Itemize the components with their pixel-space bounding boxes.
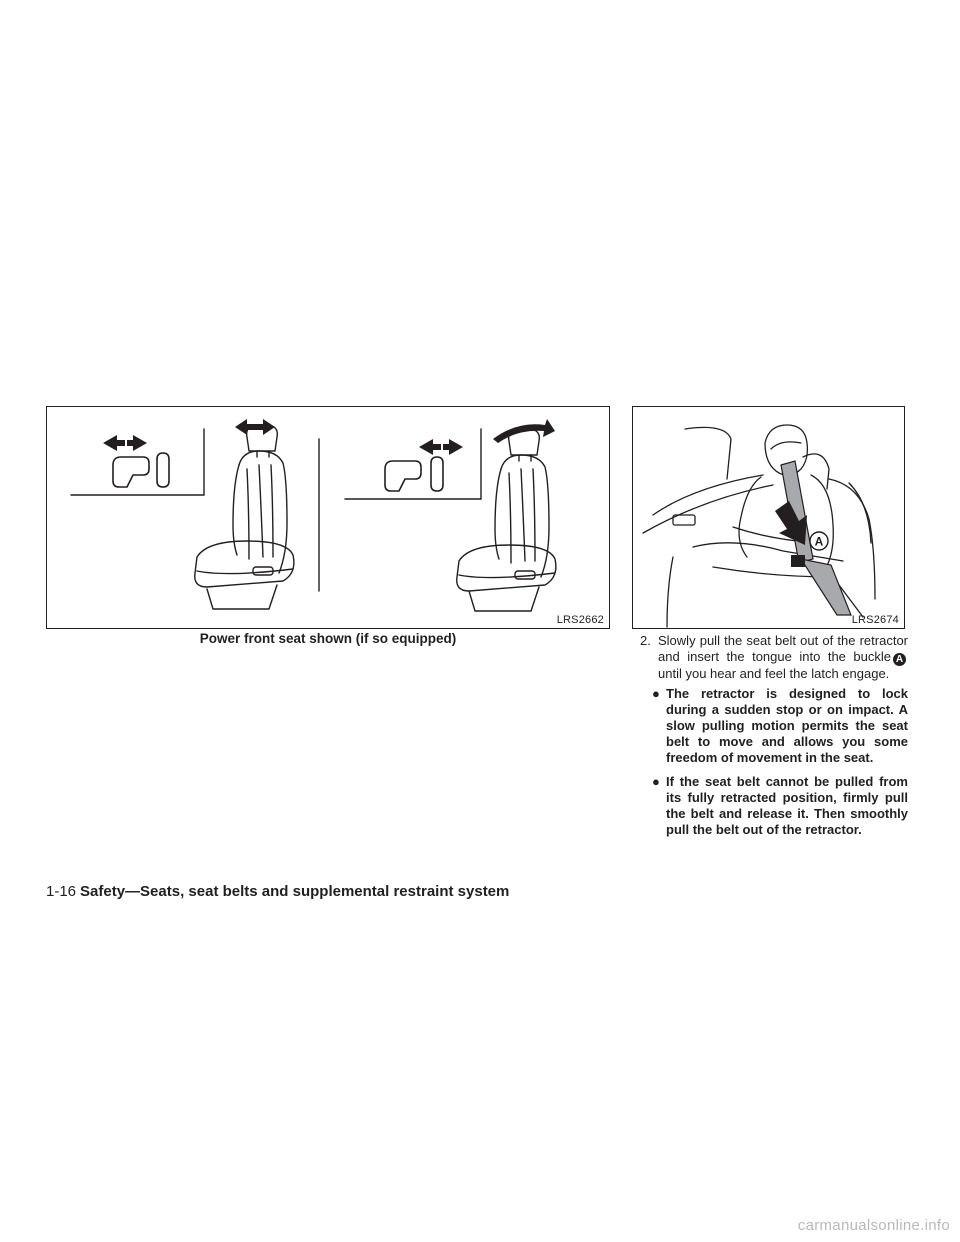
step-text [640,633,908,682]
step-2 [640,633,908,682]
power-seat-illustration [47,407,609,628]
bullet-text: If the seat belt cannot be pulled from its fully retracted position, firmly pull the belt and release it. Then smoothly pull the belt out of the retractor. [666,774,908,837]
step-text-before: Slowly pull the seat belt out of the retractor and insert the tongue into the buckle [658,633,908,664]
bullet-text: The retractor is designed to lock during a sudden stop or on impact. A slow pulling motion permits the seat belt to move and allows you some freedom of movement in the seat. [666,686,908,765]
list-item [652,774,908,838]
page-footer [46,883,509,900]
seat-belt-figure [632,406,905,629]
section-title: Safety—Seats, seat belts and supplemental restraint system [80,883,510,900]
label-a: A [814,534,824,549]
buckle-marker: A [893,653,906,666]
figure-code: LRS2662 [556,614,604,626]
page-number: 1-16 [46,883,77,900]
step-text-after: until you hear and feel the latch engage. [658,666,890,681]
notes-list [652,686,908,846]
power-seat-figure [46,406,610,629]
watermark: carmanualsonline.info [797,1217,950,1234]
arrow-icons [103,419,555,455]
figure-code: LRS2674 [851,614,899,626]
figure-caption: Power front seat shown (if so equipped) [199,631,457,646]
bullet-icon: ● [652,686,660,701]
list-item [652,686,908,766]
step-number: 2. [640,633,651,648]
bullet-icon: ● [652,774,660,789]
seat-belt-illustration [633,407,904,628]
